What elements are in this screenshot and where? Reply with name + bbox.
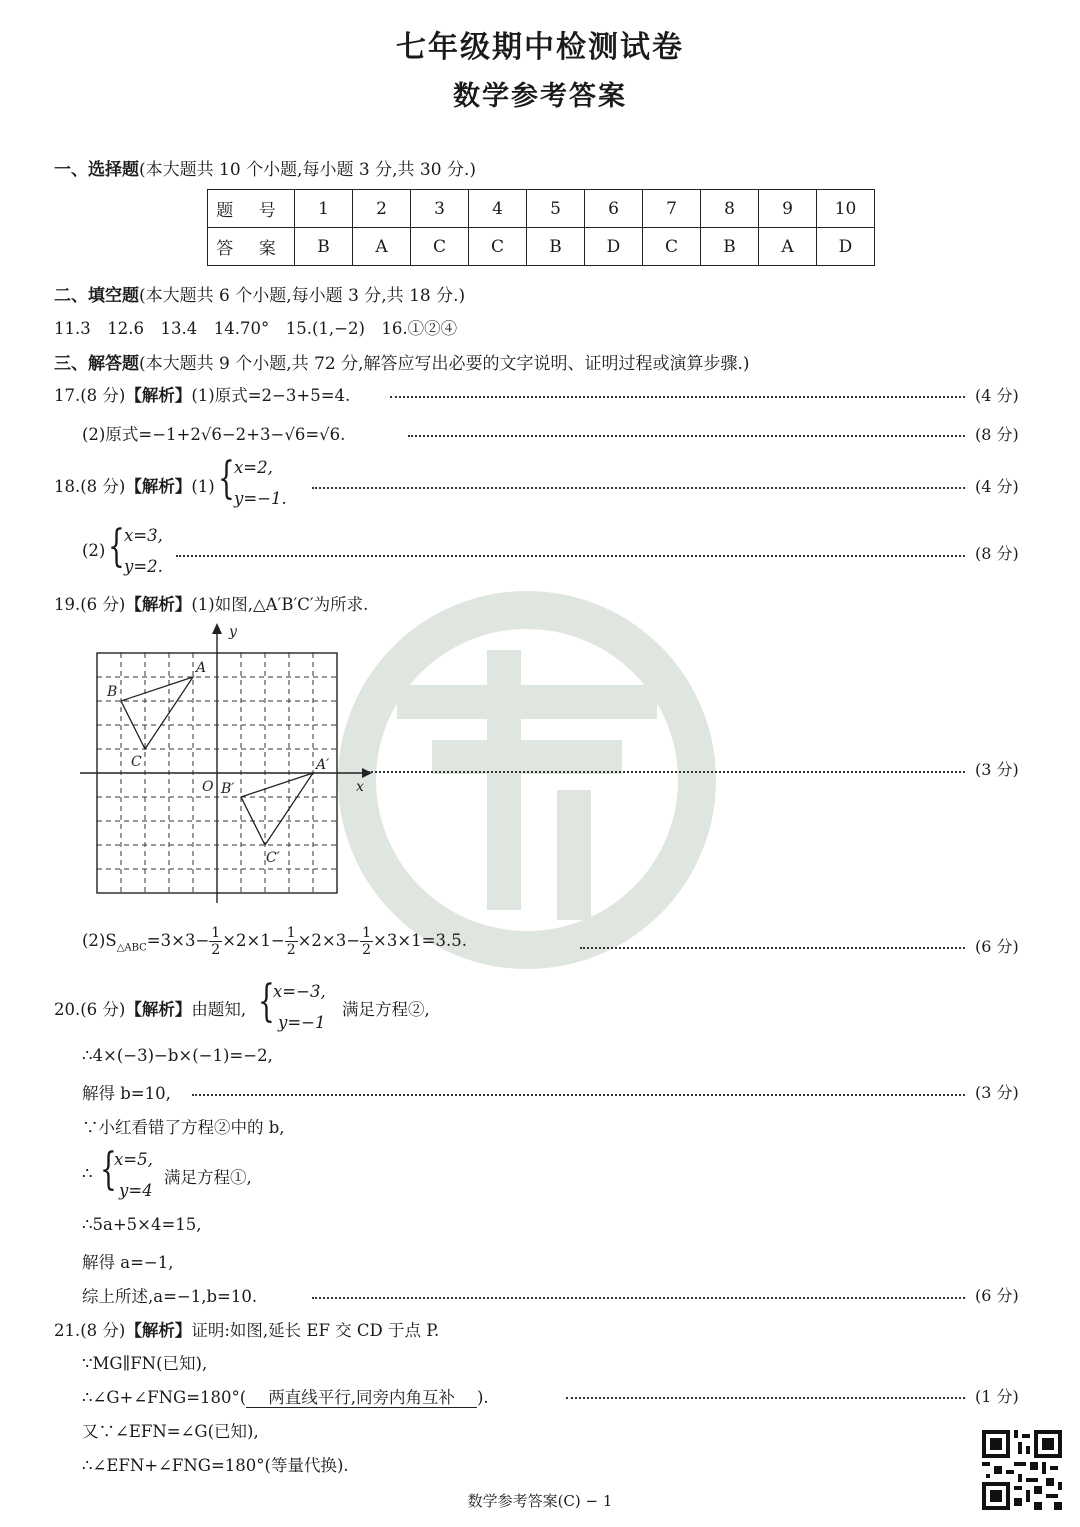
filled-blank: 两直线平行,同旁内角互补	[246, 1388, 477, 1408]
table-row: 题 号 1 2 3 4 5 6 7 8 9 10	[208, 190, 875, 228]
dotted-leader	[368, 771, 965, 773]
brace-icon: {	[218, 453, 235, 504]
q18-system2: x=3, y=2.	[124, 526, 163, 576]
score-label: (8 分)	[975, 544, 1019, 563]
q20-line3: ∵小红看错了方程②中的 b,	[82, 1118, 285, 1137]
answer-table	[207, 189, 875, 266]
q21-line2: ∴∠G+∠FNG=180°( 两直线平行,同旁内角互补 ).	[82, 1388, 489, 1407]
fraction: $\frac{1}{2}$	[362, 925, 372, 958]
q20-line6: 综上所述,a=−1,b=10.	[82, 1287, 258, 1306]
brace-icon: {	[100, 1144, 117, 1195]
dotted-leader	[192, 1094, 965, 1096]
score-label: (3 分)	[975, 1083, 1019, 1102]
q21-line3: 又∵∠EFN=∠G(已知),	[82, 1422, 259, 1441]
q20-system2: x=5, y=4	[114, 1150, 153, 1200]
q18-label: 18.(8 分)【解析】(1)	[54, 477, 215, 496]
fill-in-answers: 11.3 12.6 13.4 14.70° 15.(1,−2) 16.①②④	[54, 319, 458, 338]
dotted-leader	[176, 555, 965, 557]
triangle-abc	[121, 677, 193, 749]
therefore-symbol: ∴	[82, 1164, 93, 1183]
score-label: (8 分)	[975, 425, 1019, 444]
score-label: (3 分)	[975, 760, 1019, 779]
q20-line2: 解得 b=10,	[82, 1084, 171, 1103]
q20-line5: 解得 a=−1,	[82, 1253, 174, 1272]
q20-intro: 20.(6 分)【解析】由题知,	[54, 1000, 247, 1019]
dotted-leader	[312, 1297, 965, 1299]
dotted-leader	[390, 396, 965, 398]
triangle-a1b1c1	[241, 773, 313, 845]
fraction: $\frac{1}{2}$	[286, 925, 296, 958]
point-c-label: C	[131, 754, 142, 770]
q20-system1: x=−3, y=−1	[273, 982, 326, 1032]
brace-icon: {	[258, 976, 275, 1027]
score-label: (4 分)	[975, 477, 1019, 496]
section2-heading: 二、填空题(本大题共 6 个小题,每小题 3 分,共 18 分.)	[54, 286, 466, 306]
page-footer: 数学参考答案(C) − 1	[467, 1492, 613, 1510]
point-a-label: A	[196, 660, 207, 676]
coordinate-grid-figure	[80, 618, 380, 903]
dotted-leader	[312, 487, 965, 489]
q19-part1: 19.(6 分)【解析】(1)如图,△A′B′C′为所求.	[54, 595, 369, 614]
origin-label: O	[202, 779, 214, 795]
dotted-leader	[580, 947, 965, 949]
q19-part2: $(2)S_{\triangle ABC}=3\times 3-$ $\frac{1}{2}$ ×2×1− $\frac{1}{2}$ ×2×3− $\frac{1}{2}$ ×3×1=3.5.	[82, 925, 467, 958]
dotted-leader	[566, 1397, 965, 1399]
q17-part2: (2)原式=−1+2√6−2+3−√6=√6.	[82, 425, 346, 444]
section3-heading: 三、解答题(本大题共 9 个小题,共 72 分,解答应写出必要的文字说明、证明过程或演算步骤.)	[54, 354, 750, 374]
q20-line1: ∴4×(−3)−b×(−1)=−2,	[82, 1046, 273, 1065]
point-a1-label: A′	[316, 757, 330, 773]
y-axis-label: y	[229, 624, 237, 640]
page-subtitle: 数学参考答案	[453, 81, 627, 112]
point-c1-label: C′	[266, 850, 280, 866]
q20-after1: 满足方程②,	[342, 1000, 430, 1019]
brace-icon: {	[108, 521, 125, 572]
q21-line4: ∴∠EFN+∠FNG=180°(等量代换).	[82, 1456, 349, 1475]
q21-line1: ∵MG∥FN(已知),	[82, 1354, 208, 1373]
fraction: $\frac{1}{2}$	[211, 925, 221, 958]
q17-part1: 17.(8 分)【解析】(1)原式=2−3+5=4.	[54, 386, 351, 405]
dotted-leader	[408, 435, 965, 437]
score-label: (6 分)	[975, 937, 1019, 956]
q21-intro: 21.(8 分)【解析】证明:如图,延长 EF 交 CD 于点 P.	[54, 1321, 440, 1340]
q20-line4: ∴5a+5×4=15,	[82, 1215, 202, 1234]
watermark-logo	[337, 590, 717, 970]
point-b1-label: B′	[221, 781, 235, 797]
score-label: (1 分)	[975, 1387, 1019, 1406]
score-label: (4 分)	[975, 386, 1019, 405]
q18-system1: x=2, y=−1.	[234, 458, 287, 508]
x-axis-label: x	[356, 779, 364, 795]
point-b-label: B	[107, 684, 118, 700]
page-title: 七年级期中检测试卷	[396, 30, 684, 65]
score-label: (6 分)	[975, 1286, 1019, 1305]
q18-part2-label: (2)	[82, 541, 106, 560]
table-row: 答 案 B A C C B D C B A D	[208, 228, 875, 266]
q20-after2: 满足方程①,	[164, 1168, 252, 1187]
section1-heading: 一、选择题(本大题共 10 个小题,每小题 3 分,共 30 分.)	[54, 160, 476, 180]
